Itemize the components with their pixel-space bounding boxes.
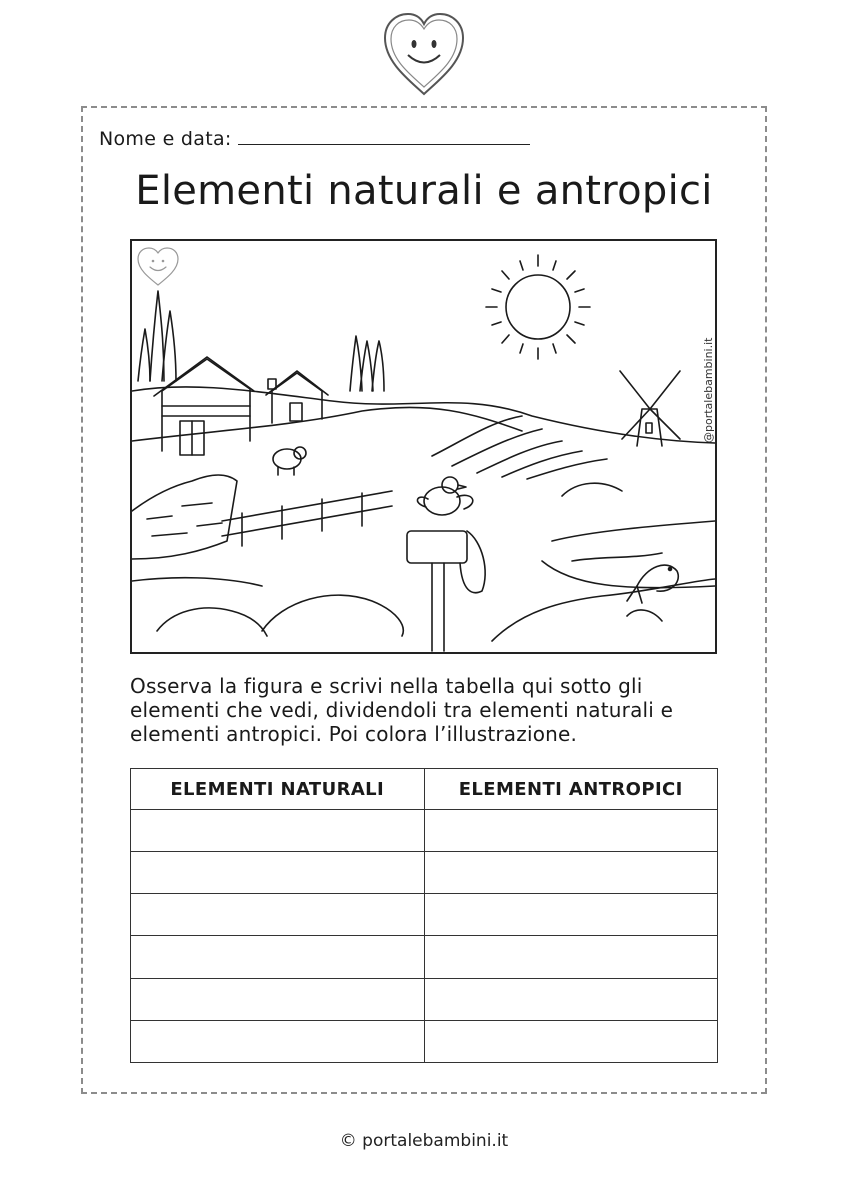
- table-row: [131, 894, 718, 936]
- natural-cell[interactable]: [131, 1020, 425, 1062]
- natural-cell[interactable]: [131, 936, 425, 978]
- landscape-illustration: [130, 239, 717, 654]
- name-date-blank-line[interactable]: [238, 129, 530, 145]
- anthropic-cell[interactable]: [424, 894, 718, 936]
- table-row: [131, 978, 718, 1020]
- table-header-row: [131, 769, 718, 810]
- instructions-text: Osserva la figura e scrivi nella tabella qui sotto gli elementi che vedi, dividendoli tra elementi naturali e elementi antropici. Poi colora l’illustrazione.: [130, 674, 674, 746]
- natural-cell[interactable]: [131, 978, 425, 1020]
- fish-icon: [627, 565, 678, 621]
- illustration-credit: @portalebambini.it: [702, 337, 715, 443]
- anthropic-cell[interactable]: [424, 936, 718, 978]
- mailbox-icon: [407, 531, 485, 651]
- sun-icon: [486, 255, 590, 359]
- header-natural-elements: ELEMENTI NATURALI: [131, 769, 425, 810]
- natural-cell[interactable]: [131, 852, 425, 894]
- barn-icon: [154, 357, 254, 455]
- table-row: [131, 852, 718, 894]
- natural-cell[interactable]: [131, 810, 425, 852]
- footer-copyright: © portalebambini.it: [339, 1131, 509, 1151]
- name-date-label: Nome e data:: [99, 128, 232, 150]
- natural-cell[interactable]: [131, 894, 425, 936]
- small-heart-logo-icon: [138, 248, 178, 285]
- fence-icon: [222, 491, 392, 546]
- page-title: Elementi naturali e antropici: [135, 168, 713, 214]
- anthropic-cell[interactable]: [424, 978, 718, 1020]
- smiling-heart-icon: [381, 10, 467, 98]
- answer-table: [130, 768, 718, 1063]
- header-anthropic-elements: ELEMENTI ANTROPICI: [424, 769, 718, 810]
- table-row: [131, 1020, 718, 1062]
- bird-icon: [417, 477, 472, 515]
- anthropic-cell[interactable]: [424, 810, 718, 852]
- table-row: [131, 936, 718, 978]
- pig-icon: [273, 447, 306, 475]
- table-row: [131, 810, 718, 852]
- anthropic-cell[interactable]: [424, 1020, 718, 1062]
- name-date-field[interactable]: [99, 128, 530, 150]
- anthropic-cell[interactable]: [424, 852, 718, 894]
